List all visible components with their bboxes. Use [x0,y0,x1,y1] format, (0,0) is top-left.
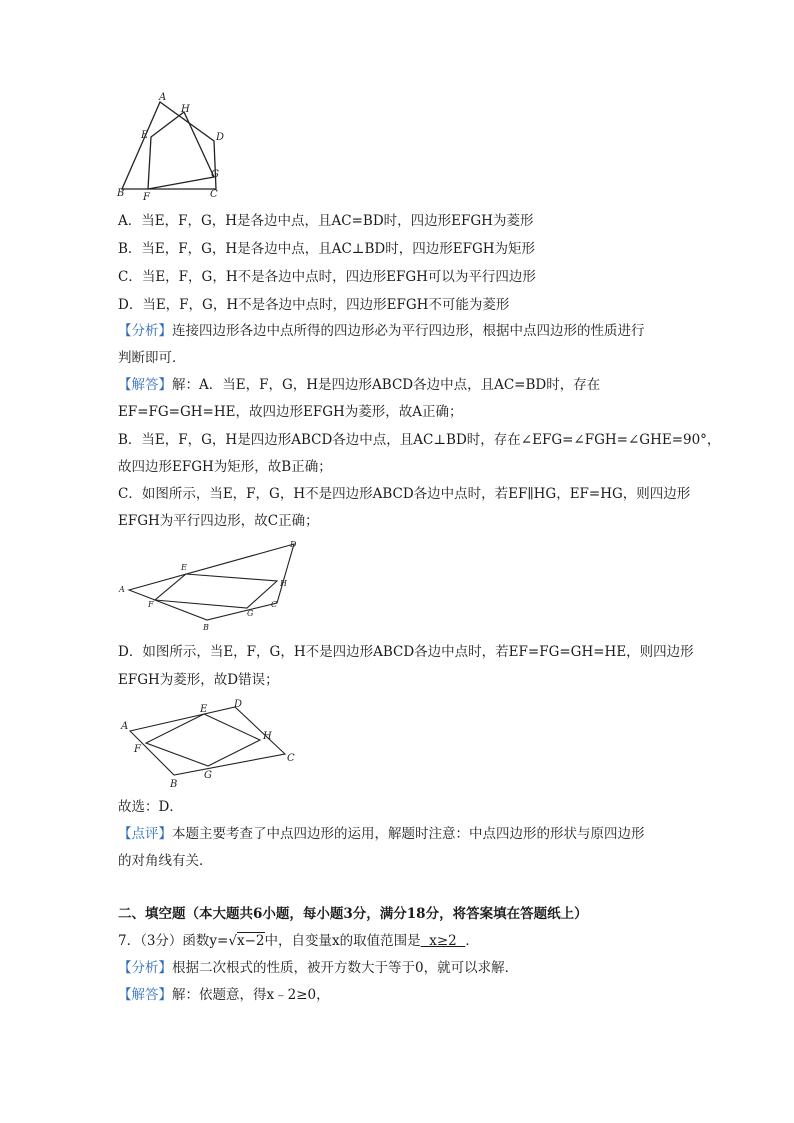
fig1-quad-abcd [122,102,216,189]
fig3-label-d: D [234,699,243,710]
fig1-label-e: E [141,130,149,141]
solution-line-c1: C．如图所示，当E，F，G，H不是四边形ABCD各边中点时，若EF∥HG，EF=HG，则四边形 [118,486,691,502]
figure-quadrilateral-3 [115,693,305,793]
q7-solution-text: 解：依题意，得x﹣2≥0， [172,987,330,1003]
fig2-label-f: F [148,600,154,609]
solution-line-b1: B．当E，F，G，H是四边形ABCD各边中点，且AC⊥BD时，存在∠EFG=∠FGH=∠GHE=90°， [118,432,721,448]
fig2-label-b: B [203,623,209,632]
comment-text-1: 本题主要考查了中点四边形的运用，解题时注意：中点四边形的形状与原四边形 [172,826,645,842]
fig2-label-h: H [280,579,287,588]
q7-solution-tag: 【解答】 [118,987,172,1003]
q7-suffix: ． [465,933,479,949]
fig3-quad-abcd [130,707,285,775]
fig3-label-h: H [263,731,272,742]
fig3-label-a: A [121,721,129,732]
fig1-label-d: D [216,132,225,143]
option-b: B．当E，F，G，H是各边中点，且AC⊥BD时，四边形EFGH为矩形 [118,241,535,257]
fig1-quad-efgh [148,112,214,189]
fig2-label-d: D [290,540,297,549]
analysis-tag: 【分析】 [118,323,172,339]
analysis-line-2: 判断即可． [118,350,186,366]
q7-analysis [118,959,678,977]
q7-radicand: x−2 [236,933,265,949]
fig3-label-f: F [134,744,141,755]
fig1-label-c: C [210,189,218,200]
solution-line-b2: 故四边形EFGH为矩形，故B正确； [118,459,332,475]
figure-quadrilateral-1 [112,90,232,205]
comment-tag: 【点评】 [118,826,172,842]
fig3-label-e: E [200,704,208,715]
fig1-label-f: F [143,192,150,203]
fig3-quad-efgh [146,714,260,766]
analysis-line-1 [118,322,678,340]
q7-prefix: 7．（3分）函数y= [118,933,229,949]
solution-tag: 【解答】 [118,377,172,393]
fig1-label-g: G [211,169,219,180]
solution-choice: 故选：D． [118,799,183,815]
fig1-label-h: H [181,104,190,115]
fig1-label-a: A [159,92,167,103]
fig1-label-b: B [117,188,125,199]
solution-line-a1 [118,376,678,394]
q7-analysis-tag: 【分析】 [118,960,172,976]
q7-analysis-text: 根据二次根式的性质，被开方数大于等于0，就可以求解． [172,960,519,976]
comment-line-1 [118,825,678,843]
analysis-text-1: 连接四边形各边中点所得的四边形必为平行四边形，根据中点四边形的性质进行 [172,323,645,339]
q7-middle: 中，自变量x的取值范围是 [264,933,421,949]
fig3-label-c: C [287,753,295,764]
fig2-label-e: E [181,563,187,572]
solution-line-d1: D．如图所示，当E，F，G，H不是四边形ABCD各边中点时，若EF=FG=GH=HE，则四边形 [118,644,694,660]
section-heading-fill-in: 二、填空题（本大题共6小题，每小题3分，满分18分，将答案填在答题纸上） [118,906,588,922]
fig3-label-g: G [204,770,212,781]
solution-line-a2: EF=FG=GH=HE，故四边形EFGH为菱形，故A正确； [118,404,463,420]
option-a: A．当E，F，G，H是各边中点，且AC=BD时，四边形EFGH为菱形 [118,213,534,229]
q7-solution [118,986,678,1004]
fig2-quad-efgh [155,574,277,608]
solution-line-d2: EFGH为菱形，故D错误； [118,672,279,688]
solution-text-a1: 解：A．当E，F，G，H是四边形ABCD各边中点，且AC=BD时，存在 [172,377,601,393]
fig2-label-a: A [119,585,125,594]
fig2-quad-abcd [129,544,294,620]
figure-quadrilateral-2 [115,538,315,638]
question-7 [118,932,678,950]
fig3-label-b: B [170,779,178,790]
fig2-label-c: C [271,600,278,609]
comment-line-2: 的对角线有关． [118,853,213,869]
q7-answer-blank: x≥2 [420,933,466,949]
solution-line-c2: EFGH为平行四边形，故C正确； [118,513,319,529]
sqrt-sign-icon: √ [228,933,237,949]
option-c: C．当E，F，G，H不是各边中点时，四边形EFGH可以为平行四边形 [118,269,536,285]
fig2-label-g: G [247,609,254,618]
option-d: D．当E，F，G，H不是各边中点时，四边形EFGH不可能为菱形 [118,297,510,313]
